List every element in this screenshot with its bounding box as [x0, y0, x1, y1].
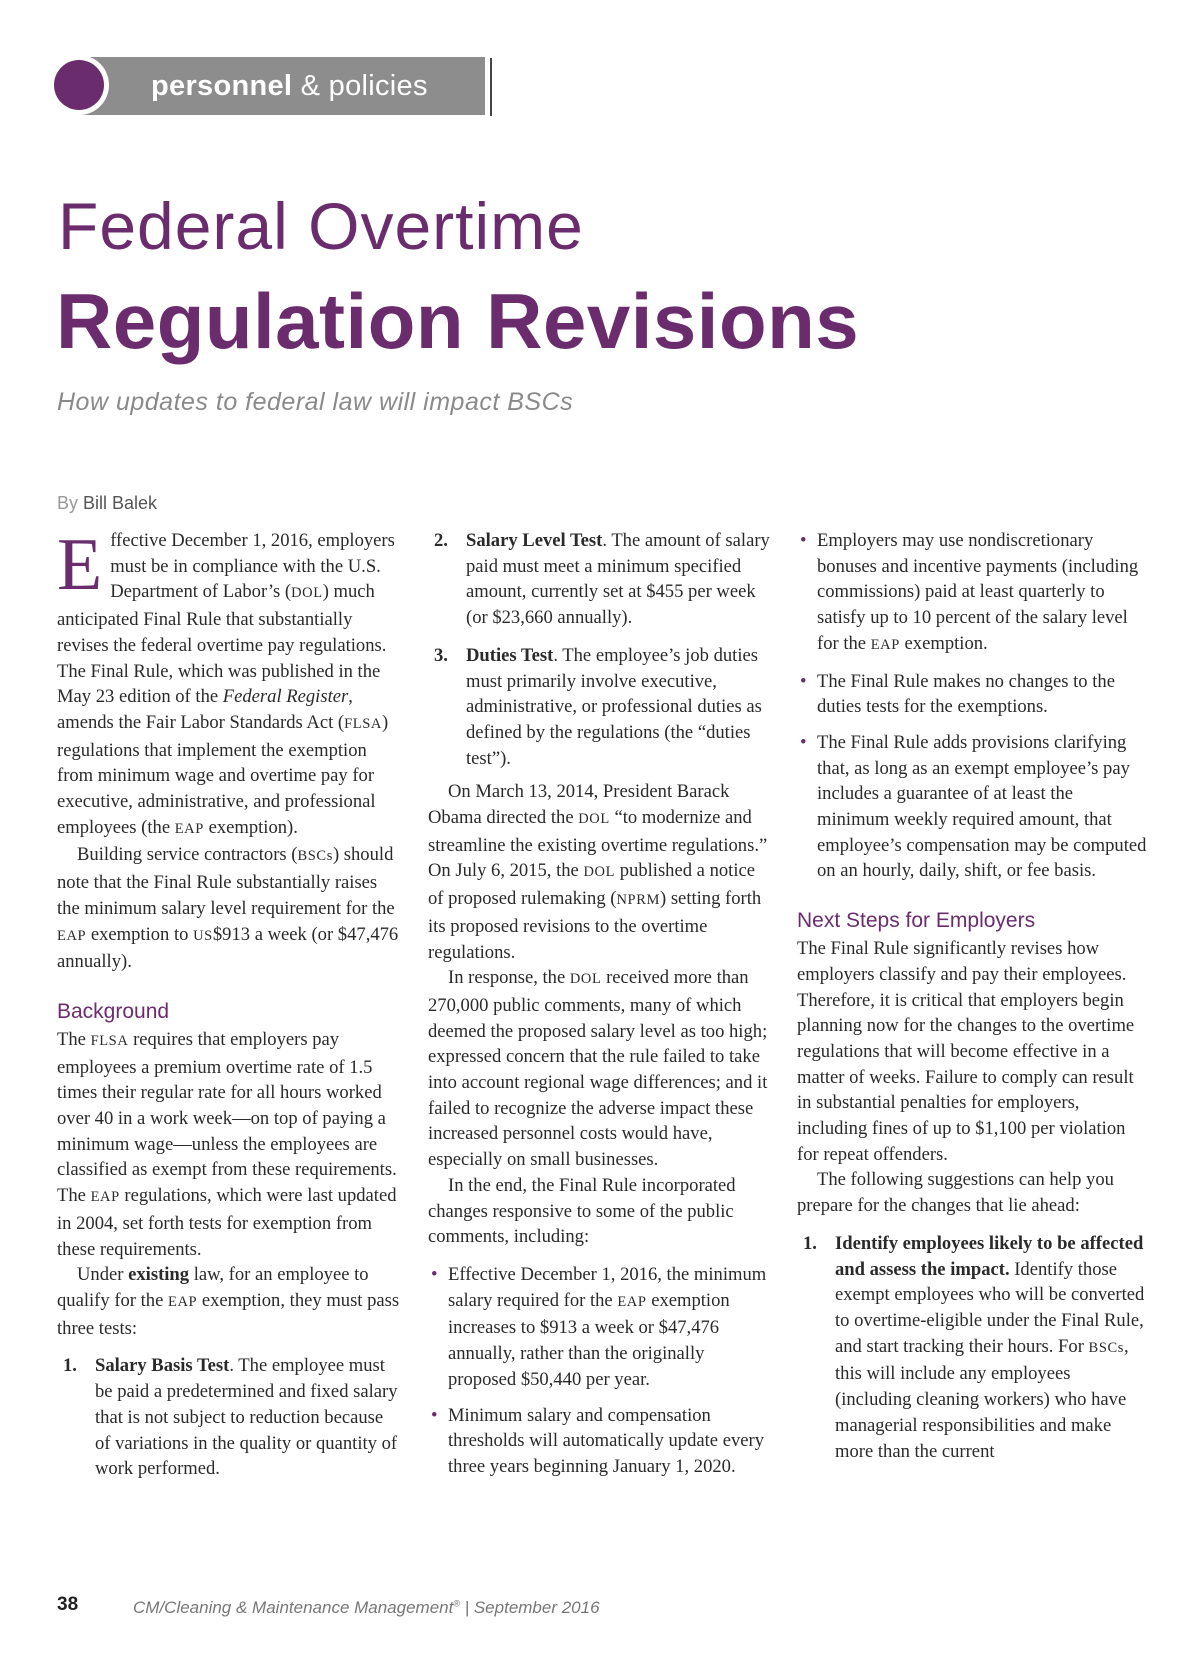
- list-item: • The Final Rule makes no changes to the duties tests for the exemptions.: [800, 670, 1115, 718]
- byline: [57, 493, 157, 514]
- list-item: 3. Duties Test. The employee’s job duties must primarily involve executive, administrative, or professional duties as defined by the regulations (the “duties test”).: [434, 644, 762, 769]
- next-steps-heading: Next Steps for Employers: [797, 909, 1036, 933]
- steps-list: [797, 1231, 1147, 1464]
- section-label-rest: & policies: [300, 70, 428, 102]
- list-item: • Minimum salary and compensation thresholds will automatically update every three years beginning January 1, 2020.: [431, 1404, 765, 1477]
- list-item: 1. Salary Basis Test. The employee must be paid a predetermined and fixed salary that is not subject to reduction because of variations in the quality or quantity of work performed.: [63, 1355, 398, 1480]
- changes-list: [428, 1262, 773, 1480]
- background-paragraph: The FLSA requires that employers pay employees a premium overtime rate of 1.5 times their regular rate for all hours worked over 40 in a work week—on top of paying a minimum wage—unless the employees are classified as exempt from these requirements. The EAP regulations, which were last updated in 2004, set forth tests for exemption from these requirements.: [57, 1028, 397, 1260]
- section-label-bold: personnel: [151, 70, 293, 102]
- page-number: 38: [57, 1594, 79, 1615]
- tests-list-continued: [428, 528, 773, 771]
- changes-list-continued: [797, 528, 1147, 884]
- march-paragraph: On March 13, 2014, President Barack Obama directed the DOL “to modernize and streamline the existing overtime regulations.” On July 6, 2015, the DOL published a notice of proposed rulemaking (NPRM) setting forth its proposed revisions to the overtime regulations.: [428, 781, 768, 963]
- list-item: • Effective December 1, 2016, the minimum salary required for the EAP exemption increases to $913 a week or $47,476 annually, rather than the originally proposed $50,440 per year.: [431, 1263, 767, 1390]
- byline-by: By: [57, 493, 79, 513]
- subtitle: How updates to federal law will impact BSCs: [57, 388, 574, 416]
- background-heading: Background: [57, 999, 170, 1023]
- final-rule-paragraph: In the end, the Final Rule incorporated changes responsive to some of the public comments, including:: [428, 1174, 736, 1248]
- existing-law-paragraph: Under existing law, for an employee to qualify for the EAP exemption, they must pass three tests:: [57, 1264, 400, 1339]
- title-line-1: Federal Overtime: [58, 189, 584, 263]
- column-2: [428, 528, 773, 1480]
- list-item: 2. Salary Level Test. The amount of salary paid must meet a minimum specified amount, currently set at $455 per week (or $23,660 annually).: [434, 530, 770, 629]
- column-3: [797, 528, 1147, 1464]
- column-1: [57, 524, 402, 1482]
- list-item: • The Final Rule adds provisions clarifying that, as long as an exempt employee’s pay includes a guarantee of at least the minimum weekly required amount, that employee’s compensation may be computed on an hourly, daily, shift, or fee basis.: [800, 731, 1147, 882]
- list-item: 1. Identify employees likely to be affected and assess the impact. Identify those exempt employees who will be converted to overtime-eligible under the Final Rule, and start tracking their hours. For BSCs, this will include any employees (including cleaning workers) who have managerial responsibilities and make more than the current: [803, 1232, 1145, 1462]
- bullet-icon: •: [800, 670, 807, 692]
- byline-author: Bill Balek: [83, 493, 158, 513]
- response-paragraph: In response, the DOL received more than 270,000 public comments, many of which deemed the proposed salary level as too high; expressed concern that the rule failed to take into account regional wage differences; and it failed to recognize the adverse impact these increased personnel costs would have, especially on small businesses.: [428, 967, 768, 1171]
- bullet-icon: •: [431, 1404, 438, 1426]
- bullet-icon: •: [431, 1263, 438, 1285]
- section-circle-icon: [54, 60, 104, 110]
- tests-list: [57, 1353, 402, 1482]
- section-label: [151, 70, 428, 103]
- bullet-icon: •: [800, 731, 807, 753]
- bullet-icon: •: [800, 530, 807, 551]
- bsc-paragraph: Building service contractors (BSCs) should note that the Final Rule substantially raises the minimum salary level requirement for the EAP exemption to US$913 a week (or $47,476 annually).: [57, 844, 399, 973]
- drop-cap: E: [57, 524, 103, 606]
- list-item: • Employers may use nondiscretionary bonuses and incentive payments (including commissions) paid at least quarterly to satisfy up to 10 percent of the salary level for the EAP exemption.: [800, 530, 1139, 654]
- footer-publication: CM/Cleaning & Maintenance Management® | September 2016: [133, 1598, 600, 1617]
- intro-paragraph: Effective December 1, 2016, employers must be in compliance with the U.S. Department of Labor’s (DOL) much anticipated Final Rule that substantially revises the federal overtime pay regulations. The Final Rule, which was published in the May 23 edition of the Federal Register, amends the Fair Labor Standards Act (FLSA) regulations that implement the exemption from minimum wage and overtime pay for executive, administrative, and professional employees (the EAP exemption).: [57, 524, 395, 838]
- title-line-2: Regulation Revisions: [56, 277, 860, 365]
- section-divider: [490, 58, 492, 116]
- suggestions-paragraph: The following suggestions can help you prepare for the changes that lie ahead:: [797, 1169, 1114, 1217]
- next-steps-paragraph: The Final Rule significantly revises how employers classify and pay their employees. Therefore, it is critical that employers begin planning now for the changes to the overtime regulations that will become effective in a matter of weeks. Failure to comply can result in substantial penalties for employers, including fines of up to $1,100 per violation for repeat offenders.: [797, 938, 1135, 1165]
